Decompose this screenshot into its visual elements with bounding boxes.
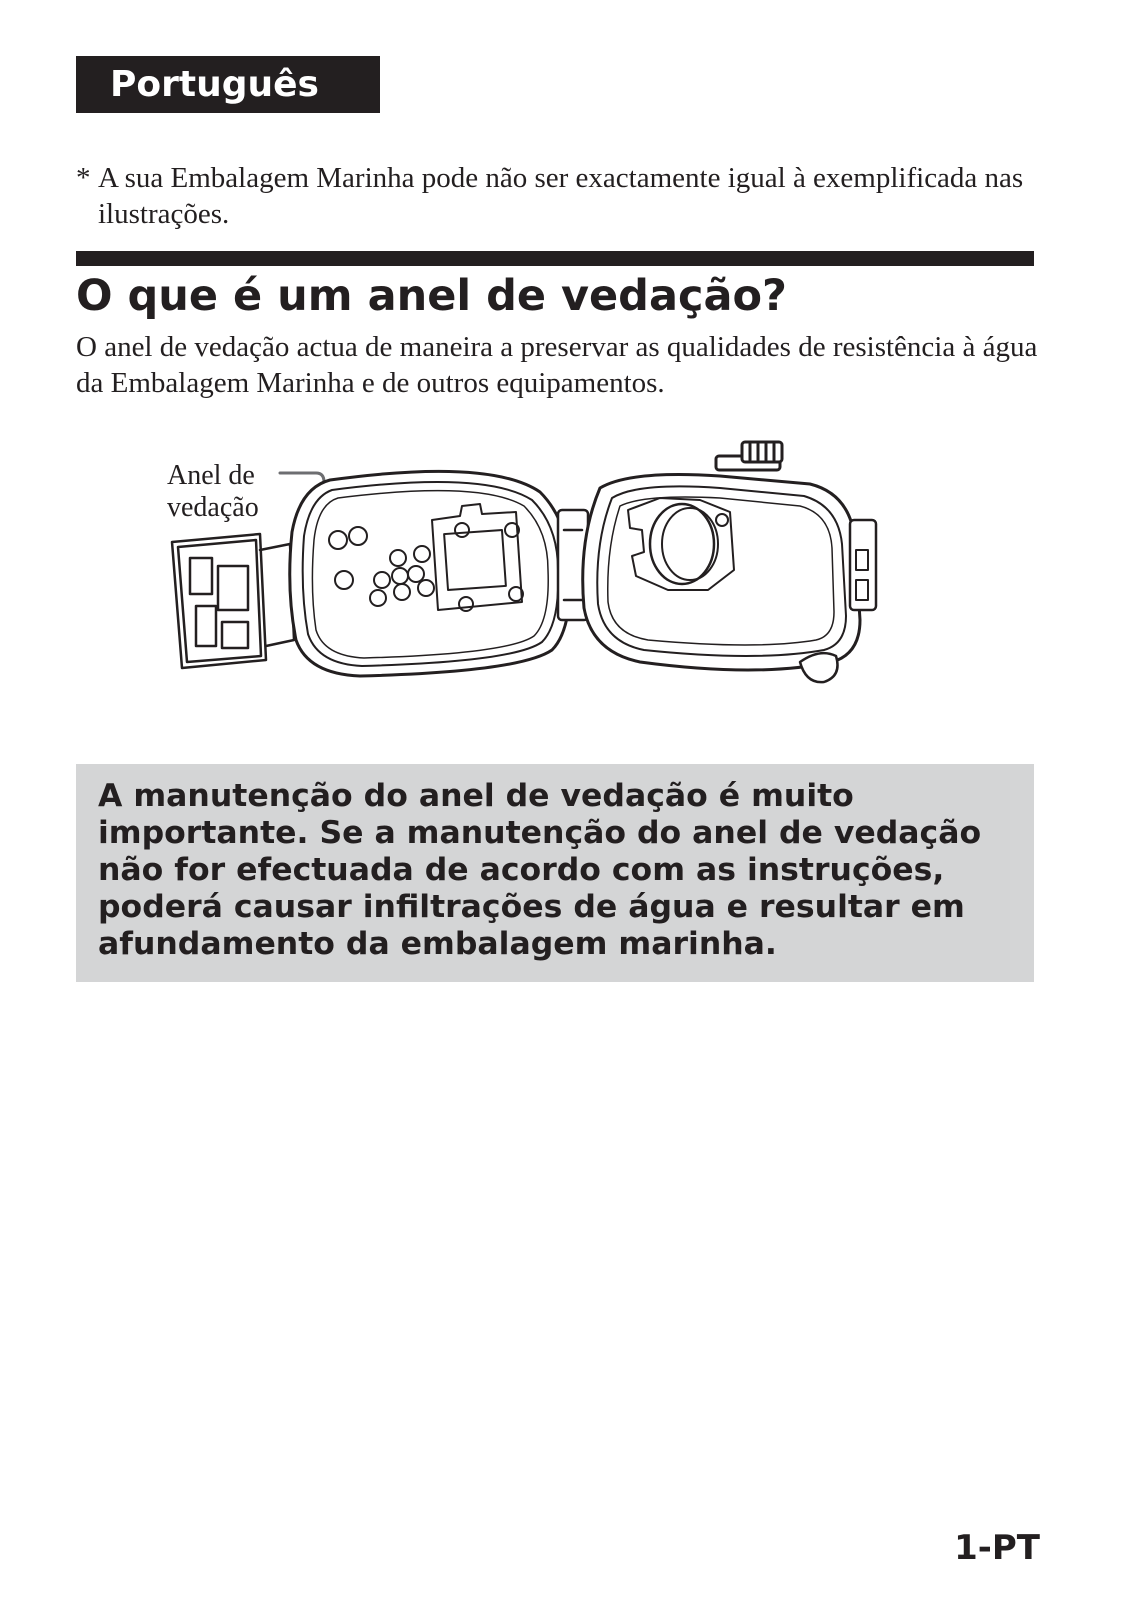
note-asterisk: * (76, 162, 91, 194)
maintenance-warning-text: A manutenção do anel de vedação é muito importante. Se a manutenção do anel de vedação não for efectuada de acordo com as instruções, poderá causar infiltrações de água e resultar em afundamento da embalagem marinha. (98, 778, 982, 962)
housing-left-half (290, 471, 570, 676)
note-text: A sua Embalagem Marinha pode não ser exactamente igual à exemplificada nas ilustrações. (98, 162, 1024, 230)
illustration-note (76, 160, 1036, 232)
housing-right-half (583, 442, 876, 682)
section-intro: O anel de vedação actua de maneira a preservar as qualidades de resistência à água da Embalagem Marinha e de outros equipamentos. (76, 331, 1038, 399)
callout-line-2: vedação (167, 492, 259, 523)
section-rule (76, 251, 1034, 266)
o-ring-callout (167, 460, 259, 524)
section-title: O que é um anel de vedação? (76, 271, 787, 321)
callout-line-1: Anel de (167, 460, 255, 491)
marine-pack-illustration (160, 440, 920, 710)
page-number: 1-PT (954, 1528, 1040, 1568)
maintenance-warning-box (76, 764, 1034, 982)
door-panel (172, 534, 294, 668)
language-tab: Português (76, 56, 380, 113)
